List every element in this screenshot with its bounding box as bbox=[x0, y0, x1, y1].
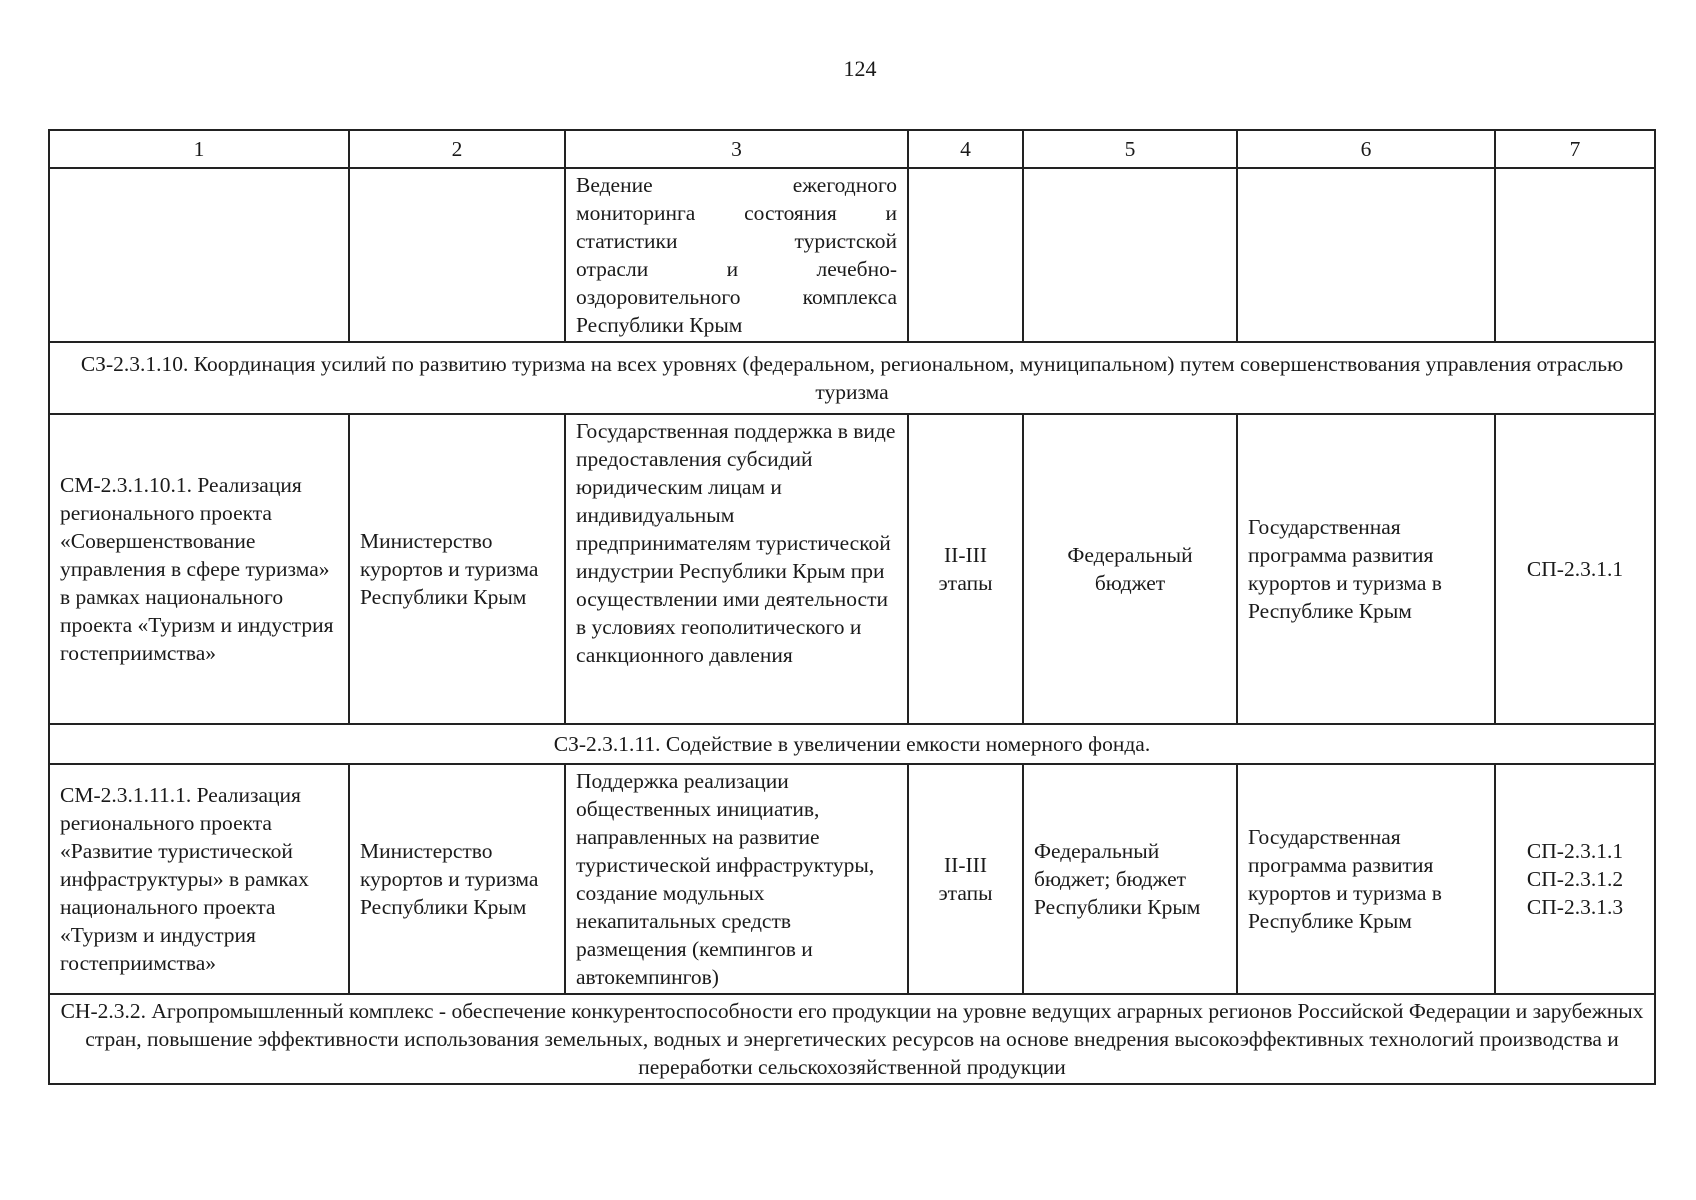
stages-cell: II-III этапы bbox=[908, 414, 1023, 724]
code: СП-2.3.1.1 bbox=[1526, 557, 1624, 581]
code: СП-2.3.1.1 bbox=[1526, 839, 1624, 863]
column-number-row bbox=[49, 130, 1655, 168]
objective-row bbox=[49, 342, 1655, 414]
text-line: оздоровительного комплекса bbox=[576, 285, 897, 309]
measure-row bbox=[49, 414, 1655, 724]
program-cell: Государственная программа развития курортов и туризма в Республике Крым bbox=[1237, 414, 1495, 724]
objective-heading: СЗ-2.3.1.11. Содействие в увеличении емкости номерного фонда. bbox=[49, 724, 1655, 764]
continued-description-cell bbox=[565, 168, 908, 342]
continued-row bbox=[49, 168, 1655, 342]
measure-cell: СМ-2.3.1.11.1. Реализация регионального проекта «Развитие туристической инфраструктуры» в рамках национального проекта «Туризм и индустрия гостеприимства» bbox=[49, 764, 349, 994]
code: СП-2.3.1.2 bbox=[1526, 867, 1624, 891]
objective-heading: СЗ-2.3.1.10. Координация усилий по развитию туризма на всех уровнях (федеральном, региональном, муниципальном) путем совершенствования управления отраслью туризма bbox=[49, 342, 1655, 414]
description-cell: Поддержка реализации общественных инициатив, направленных на развитие туристической инфраструктуры, создание модульных некапитальных средств размещения (кемпингов и автокемпингов) bbox=[565, 764, 908, 994]
column-number: 4 bbox=[908, 130, 1023, 168]
executor-cell: Министерство курортов и туризма Республики Крым bbox=[349, 764, 565, 994]
program-cell: Государственная программа развития курортов и туризма в Республике Крым bbox=[1237, 764, 1495, 994]
empty-cell bbox=[49, 168, 349, 342]
column-number: 1 bbox=[49, 130, 349, 168]
text-line: Ведение ежегодного bbox=[576, 173, 897, 197]
funding-cell: Федеральный бюджет bbox=[1023, 414, 1237, 724]
code: СП-2.3.1.3 bbox=[1526, 895, 1624, 919]
column-number: 5 bbox=[1023, 130, 1237, 168]
direction-row bbox=[49, 994, 1655, 1084]
codes-cell bbox=[1495, 764, 1655, 994]
empty-cell bbox=[1023, 168, 1237, 342]
text-line: статистики туристской bbox=[576, 229, 897, 253]
empty-cell bbox=[908, 168, 1023, 342]
column-number: 6 bbox=[1237, 130, 1495, 168]
codes-cell bbox=[1495, 414, 1655, 724]
measure-cell: СМ-2.3.1.10.1. Реализация регионального проекта «Совершенствование управления в сфере туризма» в рамках национального проекта «Туризм и индустрия гостеприимства» bbox=[49, 414, 349, 724]
direction-heading: СН-2.3.2. Агропромышленный комплекс - обеспечение конкурентоспособности его продукции на уровне ведущих аграрных регионов Российской Федерации и зарубежных стран, повышение эффективности использования земельных, водных и энергетических ресурсов на основе внедрения высокоэффективных технологий производства и переработки сельскохозяйственной продукции bbox=[49, 994, 1655, 1084]
page-number: 124 bbox=[843, 56, 877, 81]
measures-table bbox=[48, 129, 1656, 1085]
objective-row bbox=[49, 724, 1655, 764]
measure-row bbox=[49, 764, 1655, 994]
description-cell: Государственная поддержка в виде предоставления субсидий юридическим лицам и индивидуальным предпринимателям туристической индустрии Республики Крым при осуществлении ими деятельности в условиях геополитического и санкционного давления bbox=[565, 414, 908, 724]
empty-cell bbox=[349, 168, 565, 342]
executor-cell: Министерство курортов и туризма Республики Крым bbox=[349, 414, 565, 724]
text-line: мониторинга состояния и bbox=[576, 201, 897, 225]
column-number: 2 bbox=[349, 130, 565, 168]
column-number: 7 bbox=[1495, 130, 1655, 168]
column-number: 3 bbox=[565, 130, 908, 168]
text-line: Республики Крым bbox=[576, 313, 743, 337]
empty-cell bbox=[1237, 168, 1495, 342]
stages-cell: II-III этапы bbox=[908, 764, 1023, 994]
empty-cell bbox=[1495, 168, 1655, 342]
funding-cell: Федеральный бюджет; бюджет Республики Крым bbox=[1023, 764, 1237, 994]
text-line: отрасли и лечебно- bbox=[576, 257, 897, 281]
